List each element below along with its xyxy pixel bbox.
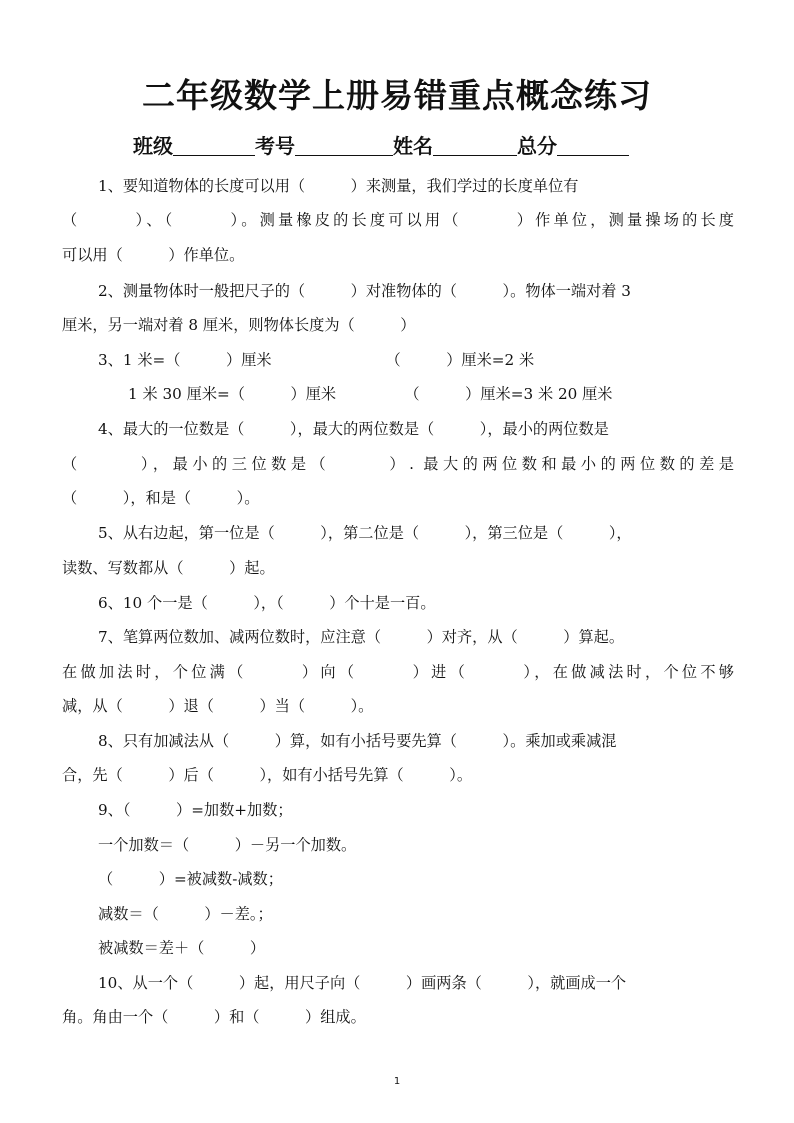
q6-line-1: 6、10 个一是（ ），（ ）个十是一百。	[98, 594, 436, 612]
q7-line-3: 减，从（ ）退（ ）当（ ）。	[62, 697, 374, 715]
q5-line-2: 读数、写数都从（ ）起。	[62, 559, 275, 577]
q8-line-1: 8、只有加减法从（ ）算，如有小括号要先算（ ）。乘加或乘减混	[98, 732, 617, 750]
q10-line-2: 角。角由一个（ ）和（ ）组成。	[62, 1008, 366, 1026]
q1-line-3: 可以用（ ）作单位。	[62, 246, 245, 264]
q4-line-3: （ ），和是（ ）。	[62, 489, 260, 507]
q1-line-1: 1、要知道物体的长度可以用（ ）来测量，我们学过的长度单位有	[98, 177, 579, 195]
q9-line-4: 减数＝（ ）－差。；	[98, 905, 273, 923]
q10-line-1: 10、从一个（ ）起，用尺子向（ ）画两条（ ），就画成一个	[98, 974, 627, 992]
q9-line-3: （ ）=被减数-减数；	[98, 870, 283, 888]
q4-line-2: （ ），最小的三位数是（ ）. 最大的两位数和最小的两位数的差是	[62, 455, 734, 473]
exam-no-blank[interactable]	[295, 135, 393, 156]
page-number: 1	[393, 1076, 401, 1087]
class-label: 班级	[133, 134, 173, 158]
q9-line-1: 9、（ ）=加数+加数；	[98, 801, 293, 819]
q7-line-1: 7、笔算两位数加、减两位数时，应注意（ ）对齐，从（ ）算起。	[98, 628, 625, 646]
q2-line-2: 厘米，另一端对着 8 厘米，则物体长度为（ ）	[62, 316, 416, 334]
q7-line-2: 在做加法时，个位满（ ）向（ ）进（ ），在做减法时，个位不够	[62, 663, 734, 681]
total-label: 总分	[517, 134, 557, 158]
name-label: 姓名	[393, 134, 433, 158]
q9-line-5: 被减数＝差＋（ ）	[98, 939, 266, 957]
q3-line-2: 1 米 30 厘米=（ ）厘米 （ ）厘米=3 米 20 厘米	[128, 385, 613, 403]
q1-line-2: （ ）、（ ）。测量橡皮的长度可以用（ ）作单位，测量操场的长度	[62, 211, 734, 229]
exam-no-label: 考号	[255, 134, 295, 158]
q4-line-1: 4、最大的一位数是（ ），最大的两位数是（ ），最小的两位数是	[98, 420, 609, 438]
q8-line-2: 合，先（ ）后（ ），如有小括号先算（ ）。	[62, 766, 473, 784]
name-blank[interactable]	[433, 135, 517, 156]
total-blank[interactable]	[557, 135, 629, 156]
class-blank[interactable]	[173, 135, 255, 156]
q2-line-1: 2、测量物体时一般把尺子的（ ）对准物体的（ ）。物体一端对着 3	[98, 282, 631, 300]
q9-line-2: 一个加数＝（ ）－另一个加数。	[98, 836, 357, 854]
student-info-row	[133, 130, 629, 159]
q3-line-1: 3、1 米=（ ）厘米 （ ）厘米=2 米	[98, 351, 535, 369]
q5-line-1: 5、从右边起，第一位是（ ），第二位是（ ），第三位是（ ），	[98, 524, 632, 542]
worksheet-title: 二年级数学上册易错重点概念练习	[142, 76, 652, 115]
